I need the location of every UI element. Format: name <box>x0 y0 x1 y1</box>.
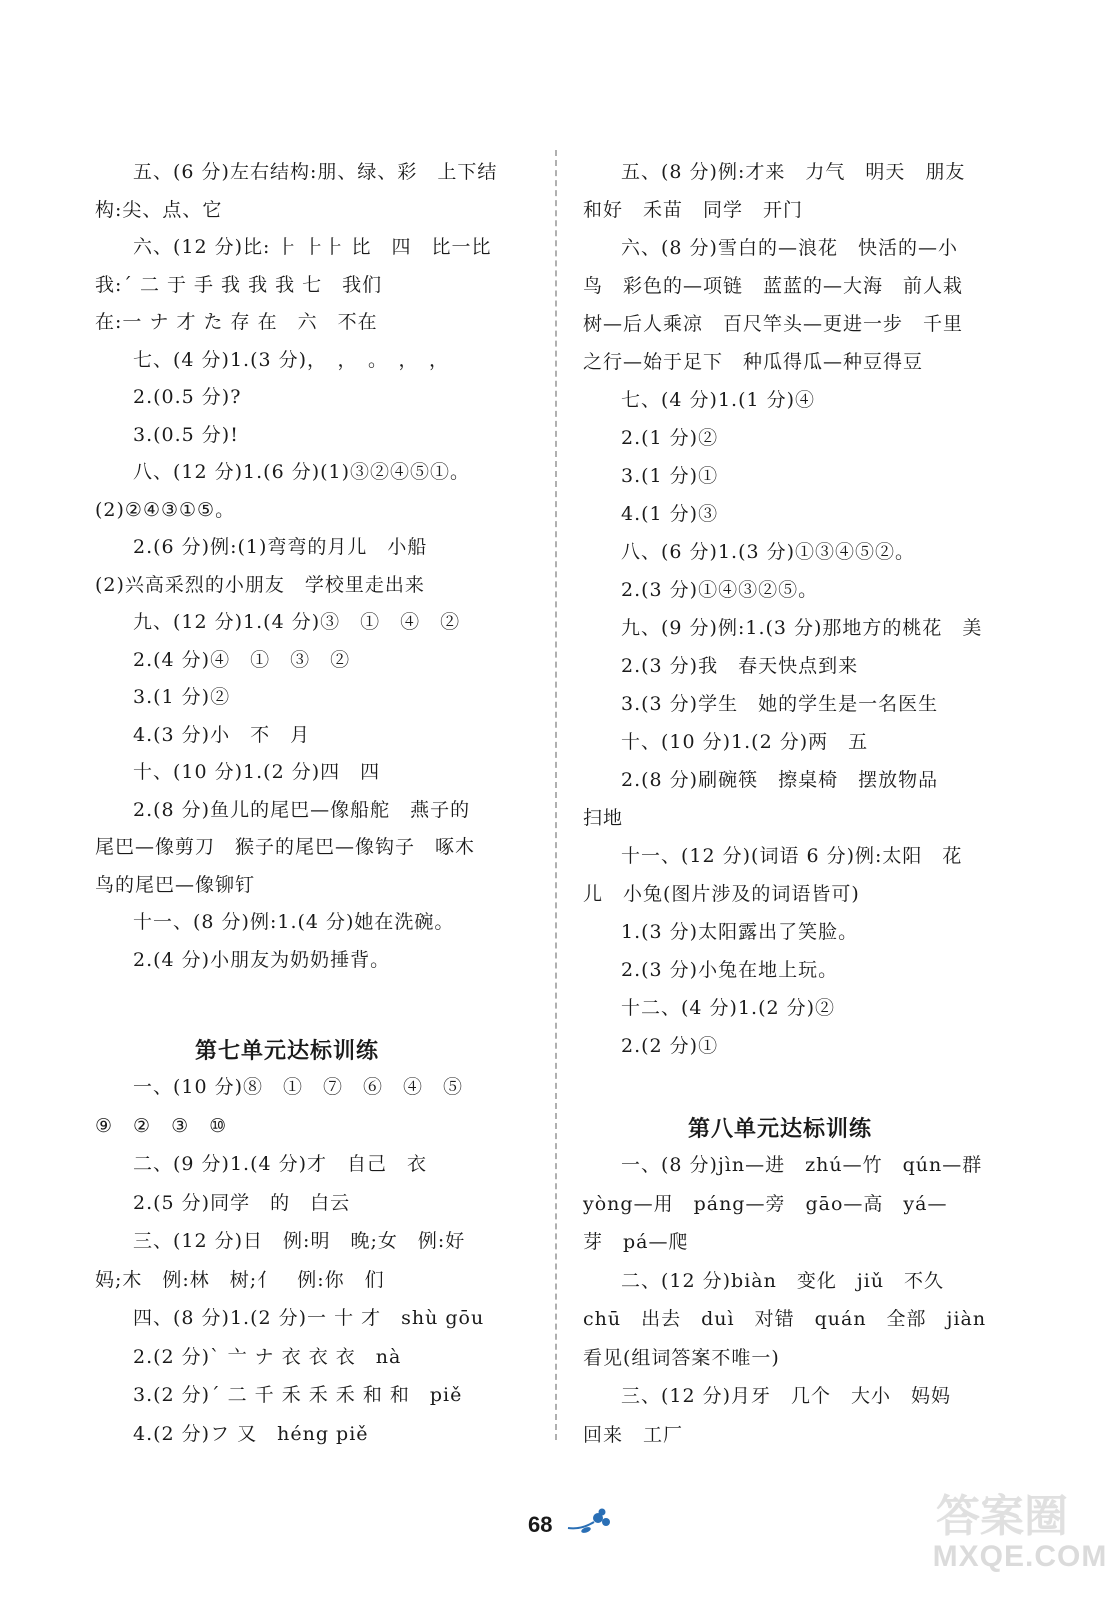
answer-line: 在:一 ナ 才 た 存 在 六 不在 <box>95 311 378 333</box>
answer-line: 一、(10 分)⑧ ① ⑦ ⑥ ④ ⑤ <box>133 1076 464 1098</box>
answer-line: 2.(4 分)④ ① ③ ② <box>133 648 351 671</box>
answer-line: 十、(10 分)1.(2 分)两 五 <box>621 731 869 753</box>
answer-line: 尾巴—像剪刀 猴子的尾巴—像钩子 啄木 <box>95 836 476 858</box>
answer-line: 2.(3 分)小兔在地上玩。 <box>621 959 839 981</box>
answer-line: 2.(3 分)我 春天快点到来 <box>621 655 859 677</box>
answer-line: 2.(8 分)鱼儿的尾巴—像船舵 燕子的 <box>133 798 471 821</box>
answer-line: 3.(0.5 分)! <box>133 423 239 446</box>
answer-line: 3.(3 分)学生 她的学生是一名医生 <box>621 693 939 715</box>
answer-line: 回来 工厂 <box>583 1423 684 1446</box>
answer-line: 儿 小兔(图片涉及的词语皆可) <box>583 883 860 905</box>
answer-line: 五、(8 分)例:才来 力气 明天 朋友 <box>621 161 966 183</box>
answer-line: 4.(2 分)フ 又 héng piě <box>133 1422 369 1445</box>
answer-line: 七、(4 分)1.(3 分)， ， 。 ， ， <box>133 348 450 371</box>
answer-line: 看见(组词答案不唯一) <box>583 1346 780 1369</box>
page-number: 68 <box>528 1512 553 1537</box>
answer-line: 鸟的尾巴—像铆钉 <box>95 873 256 896</box>
answer-line: 妈;木 例:林 树;亻 例:你 们 <box>95 1268 385 1291</box>
flower-decoration-icon <box>566 1508 616 1538</box>
watermark-logo: 答案圈 <box>936 1491 1068 1542</box>
answer-line: yòng—用 páng—旁 gāo—高 yá— <box>583 1192 948 1215</box>
answer-line: 构:尖、点、它 <box>95 198 223 221</box>
answer-line: 1.(3 分)太阳露出了笑脸。 <box>621 921 859 943</box>
answer-line: 十一、(12 分)(词语 6 分)例:太阳 花 <box>621 845 963 867</box>
answer-line: 2.(2 分)ˋ 亠 ナ 衣 衣 衣 nà <box>133 1345 402 1368</box>
answer-line: 2.(1 分)② <box>621 427 719 449</box>
answer-line: 鸟 彩色的—项链 蓝蓝的—大海 前人栽 <box>583 275 964 297</box>
answer-line: chū 出去 duì 对错 quán 全部 jiàn <box>583 1308 987 1330</box>
answer-line: 二、(12 分)biàn 变化 jiǔ 不久 <box>621 1269 945 1292</box>
answer-line: 2.(3 分)①④③②⑤。 <box>621 579 819 601</box>
answer-line: 芽 pá—爬 <box>583 1231 689 1253</box>
answer-line: 2.(8 分)刷碗筷 擦桌椅 摆放物品 <box>621 769 939 791</box>
answer-line: 九、(12 分)1.(4 分)③ ① ④ ② <box>133 611 461 633</box>
answer-line: 2.(5 分)同学 的 白云 <box>133 1191 351 1214</box>
answer-line: 我:ˊ 二 于 手 我 我 我 七 我们 <box>95 273 383 296</box>
answer-line: 2.(6 分)例:(1)弯弯的月儿 小船 <box>133 536 428 558</box>
answer-line: (2)②④③①⑤。 <box>95 498 236 521</box>
answer-line: 和好 禾苗 同学 开门 <box>583 199 804 221</box>
answer-line: 六、(12 分)比: ⺊ ⺊⺊ 比 四 比一比 <box>133 236 492 258</box>
section-title-unit8: 第八单元达标训练 <box>688 1117 873 1142</box>
answer-line: 四、(8 分)1.(2 分)一 十 才 shù gōu <box>133 1307 485 1329</box>
answer-line: 树—后人乘凉 百尺竿头—更进一步 千里 <box>583 313 964 335</box>
answer-line: 八、(6 分)1.(3 分)①③④⑤②。 <box>621 541 916 563</box>
answer-line: 2.(4 分)小朋友为奶奶捶背。 <box>133 948 391 971</box>
column-divider <box>555 150 557 1440</box>
answer-line: 八、(12 分)1.(6 分)(1)③②④⑤①。 <box>133 461 471 483</box>
answer-line: 3.(1 分)② <box>133 686 231 708</box>
answer-line: 3.(2 分)ˊ 二 千 禾 禾 禾 和 和 piě <box>133 1384 463 1406</box>
answer-line: (2)兴高采烈的小朋友 学校里走出来 <box>95 573 425 596</box>
answer-line: 3.(1 分)① <box>621 465 719 487</box>
answer-line: 扫地 <box>583 807 624 829</box>
answer-line: 六、(8 分)雪白的—浪花 快活的—小 <box>621 237 958 259</box>
answer-line: ⑨ ② ③ ⑩ <box>95 1114 228 1137</box>
answer-line: 十、(10 分)1.(2 分)四 四 <box>133 761 381 783</box>
answer-line: 七、(4 分)1.(1 分)④ <box>621 389 816 411</box>
answer-line: 十二、(4 分)1.(2 分)② <box>621 997 836 1019</box>
answer-line: 2.(0.5 分)? <box>133 386 242 408</box>
answer-line: 五、(6 分)左右结构:朋、绿、彩 上下结 <box>133 161 498 183</box>
answer-line: 三、(12 分)日 例:明 晚;女 例:好 <box>133 1230 466 1252</box>
answer-line: 2.(2 分)① <box>621 1035 719 1057</box>
section-title-unit7: 第七单元达标训练 <box>195 1039 380 1064</box>
watermark <box>930 1480 1110 1590</box>
answer-line: 4.(3 分)小 不 月 <box>133 723 311 746</box>
watermark-text: MXQE.COM <box>932 1540 1108 1573</box>
answer-line: 三、(12 分)月牙 几个 大小 妈妈 <box>621 1385 952 1407</box>
answer-line: 二、(9 分)1.(4 分)才 自己 衣 <box>133 1153 428 1175</box>
answer-line: 4.(1 分)③ <box>621 503 719 525</box>
answer-line: 之行—始于足下 种瓜得瓜—种豆得豆 <box>583 351 924 373</box>
answer-line: 十一、(8 分)例:1.(4 分)她在洗碗。 <box>133 911 455 933</box>
answer-line: 九、(9 分)例:1.(3 分)那地方的桃花 美 <box>621 617 983 639</box>
answer-line: 一、(8 分)jìn—进 zhú—竹 qún—群 <box>621 1154 983 1176</box>
